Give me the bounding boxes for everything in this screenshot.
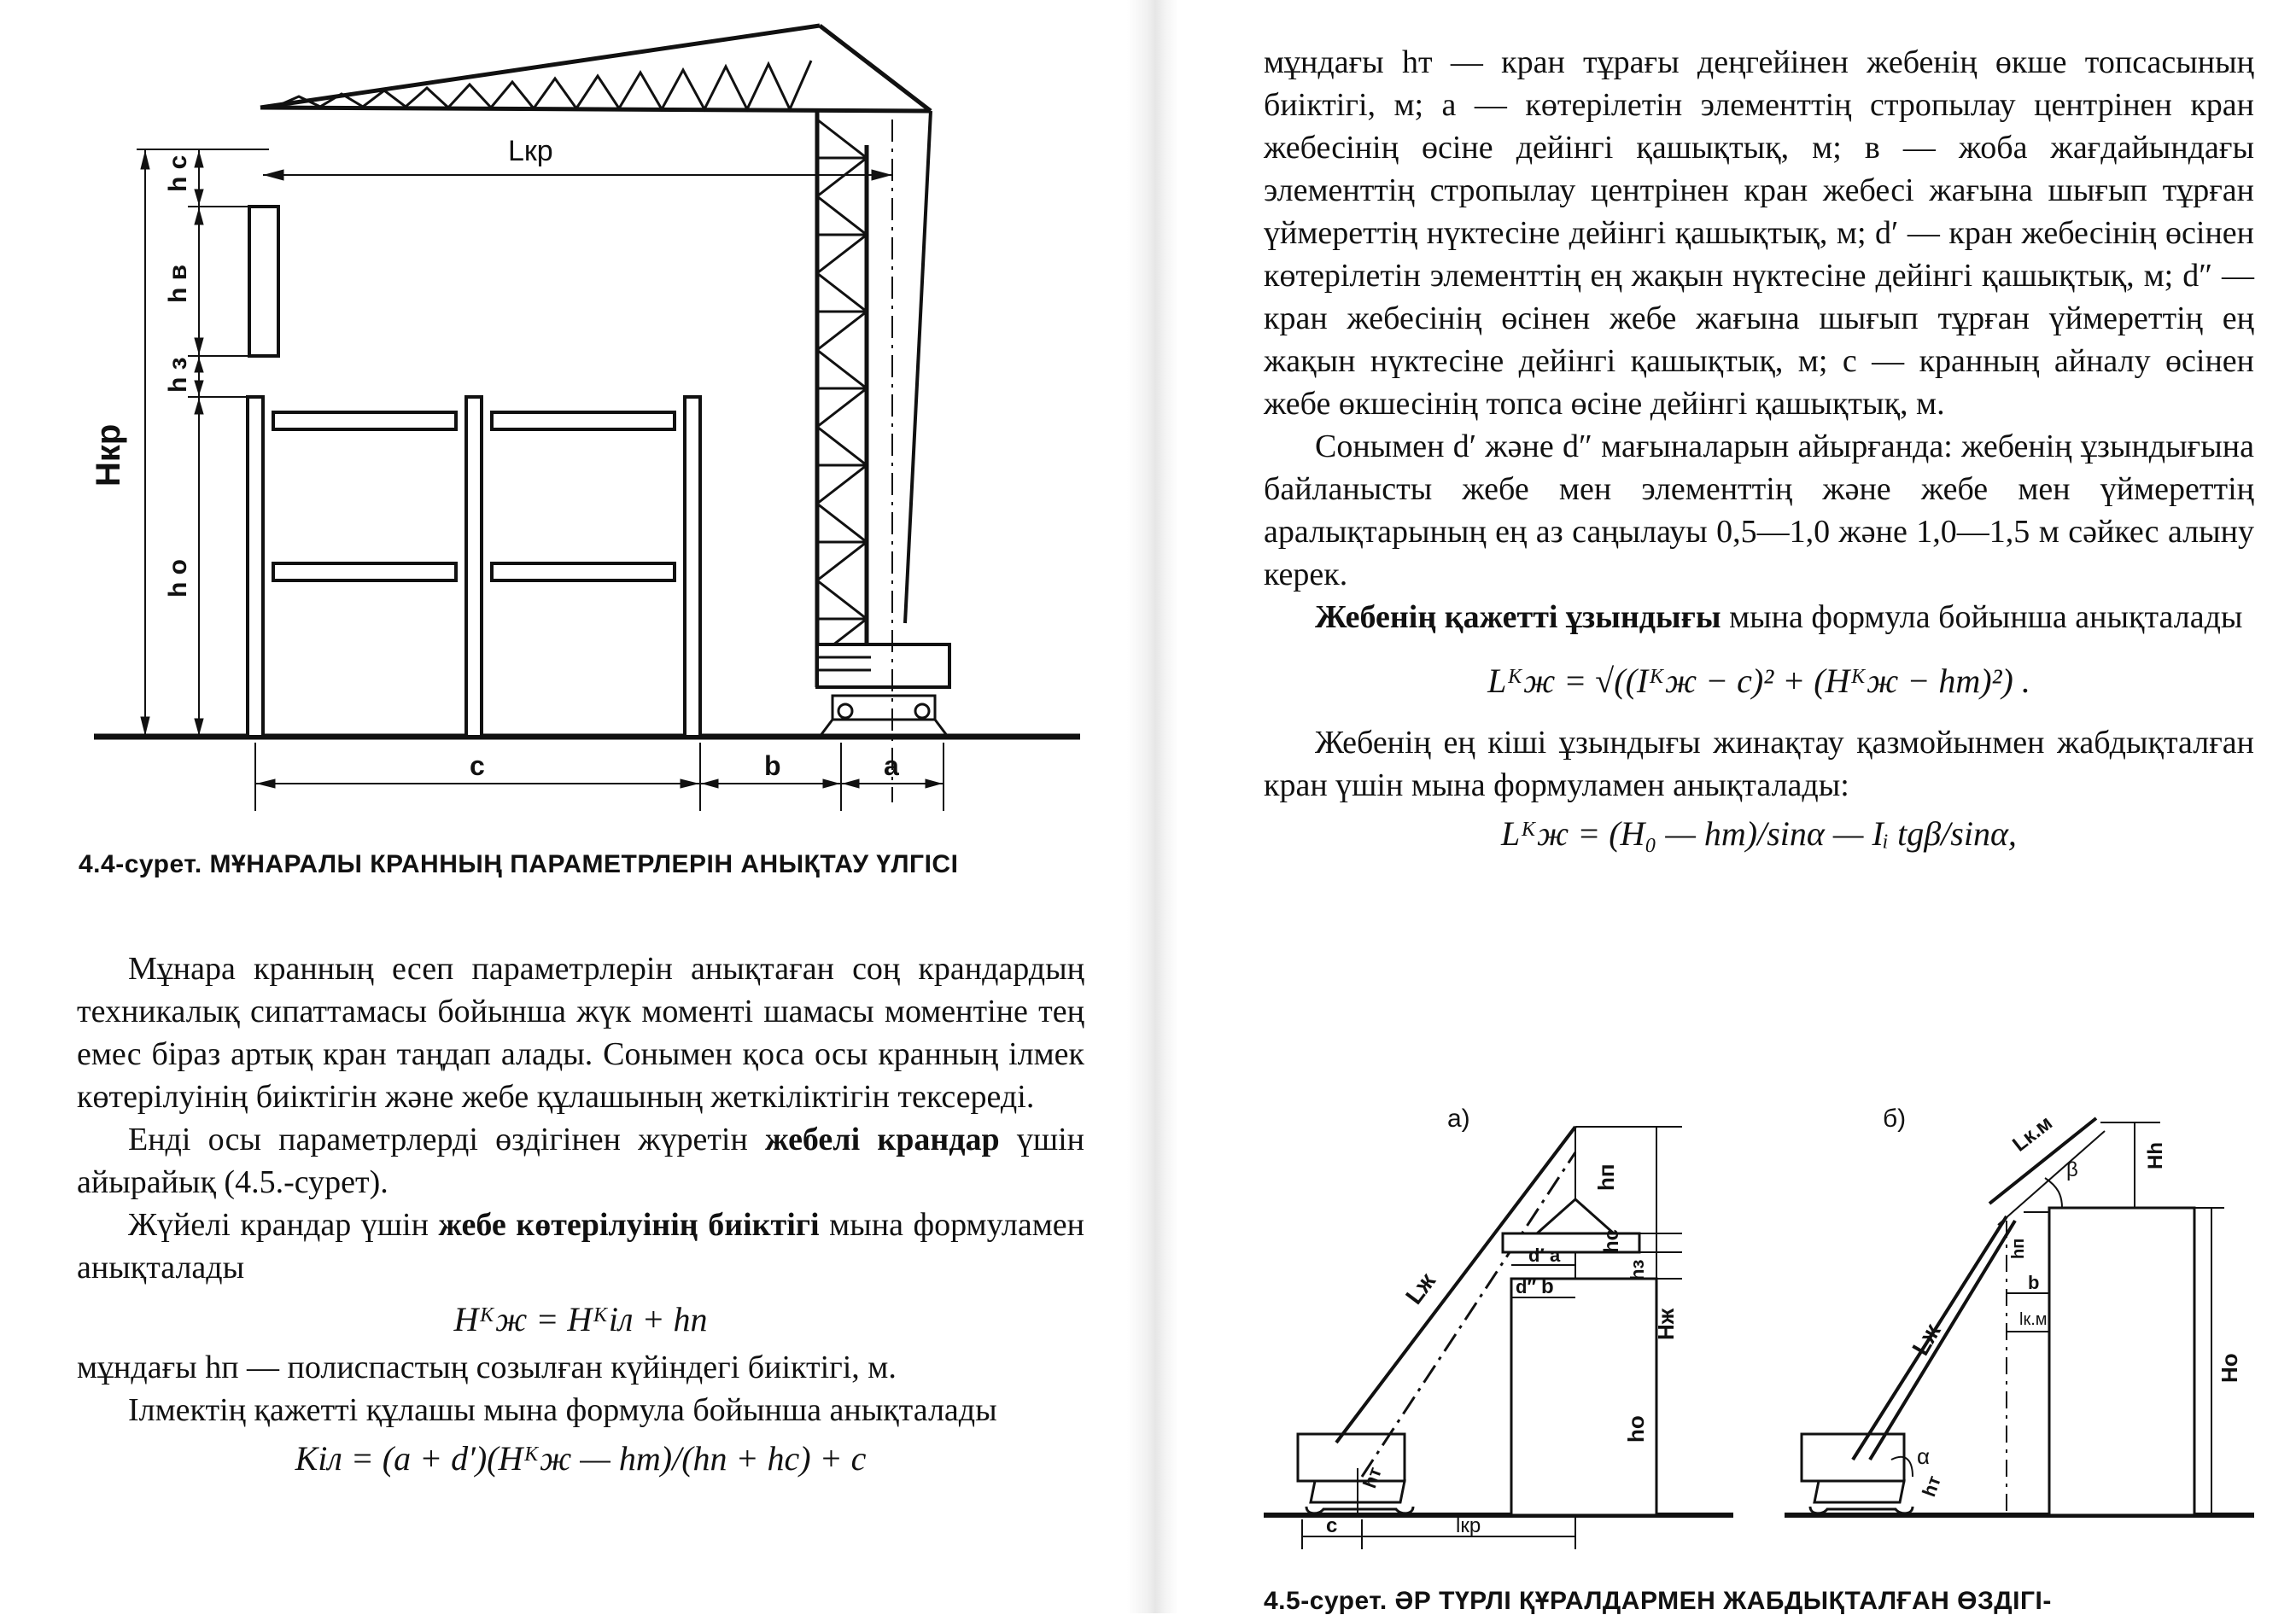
tower-crane-figure [51, 9, 1101, 811]
label-a-d2: d″ [1516, 1276, 1536, 1297]
label-b-h-t: hт [1918, 1472, 1945, 1500]
label-h-o: h o [164, 559, 192, 598]
paragraph: Жебенің ең кіші ұзындығы жинақтау қазмойынмен жабдықталған кран үшін мына формуламен анықталады: [1264, 725, 2254, 803]
label-b-L-zh: Lж [1907, 1319, 1946, 1360]
label-a-L-zh: Lж [1400, 1268, 1441, 1309]
label-h-z: h з [164, 357, 192, 393]
label-b-l-km: lк.м [2019, 1310, 2048, 1329]
label-b-beta: β [2066, 1158, 2078, 1181]
label-a: a [884, 750, 899, 781]
paragraph: Енді осы параметрлерді өздігінен жүретін жебелі крандар үшін айырайық (4.5.-сурет). [77, 1122, 1084, 1200]
label-a-a: a [1550, 1245, 1561, 1266]
label-a-d1: d′ [1528, 1245, 1545, 1266]
label-a-h-p: hп [1593, 1163, 1619, 1191]
label-b-H-o: Hо [2217, 1353, 2242, 1383]
left-page [0, 0, 1144, 1613]
label-a-c: c [1326, 1514, 1338, 1537]
paragraph: мұндағы hп — полиспастың созылған күйіндегі биіктігі, м. [77, 1350, 897, 1385]
caption-text: МҰНАРАЛЫ КРАННЫҢ ПАРАМЕТРЛЕРІН АНЫҚТАУ ҮЛГІСІ [209, 850, 959, 878]
label-h-c: h c [164, 155, 192, 192]
paragraph: Мұнара кранның есеп параметрлерін анықтаған соң крандардың техникалық сипаттамасы бойынша жүк моменті шамасы моментіне тең емес біраз артық кран таңдап алады. Сонымен қоса осы кранның ілмек көтерілуінің биіктігін және жебе құлашының жеткіліктігін тексереді. [77, 951, 1084, 1115]
formula-min-boom-length: Lᴷж = (H₀ — hт)/sinα — Iᵢ tgβ/sinα, [1501, 814, 2017, 853]
paragraph: Жүйелі крандар үшін жебе көтерілуінің биіктігі мына формуламен анықталады [77, 1207, 1084, 1286]
label-a-l-kr: lкр [1456, 1514, 1481, 1537]
label-a-H-zh: Hж [1653, 1308, 1679, 1340]
paragraph: Сонымен d′ және d″ мағыналарын айырғанда: жебенің ұзындығына байланысты жебе мен элементтің және жебе мен үймереттің аралықтарының ең аз саңылауы 0,5—1,0 және 1,0—1,5 м сәйкес алыну керек. [1264, 429, 2254, 592]
label-a-h-o: hо [1623, 1415, 1649, 1443]
formula-boom-length: Lᴷж = √((Iᴷж − c)² + (Hᴷж − hт)²) . [1487, 662, 2030, 700]
label-b-alpha: α [1917, 1443, 1931, 1469]
label-fig-a: а) [1447, 1105, 1470, 1133]
label-fig-b: б) [1883, 1105, 1907, 1133]
paragraph: Ілмектің қажетті құлашы мына формула бойынша анықталады [128, 1392, 997, 1428]
caption-number: 4.4-сурет. [79, 850, 202, 878]
paragraph: мұндағы hт — кран тұрағы деңгейінен жебенің өкше топсасының биіктігі, м; a — көтерілетін элементтің стропылау центрінен кран жебесінің өсіне дейінгі қашықтық, м; в — жоба жағдайындағы элементтің стропылау центрінен кран жебесі жағына шығып тұрған үймереттің нүктесіне дейінгі қашықтық, м; d′ — кран жебесінің өсінен көтерілетін элементтің ең жақын нүктесіне дейінгі қашықтық, м; d″ — кран жебесінің өсінен жебе жағына шығып тұрған үймереттің ең жақын нүктесіне дейінгі қашықтық, м; с — кранның айналу өсінен жебе өкшесінің топса өсіне дейінгі қашықтық, м. [1264, 44, 2254, 422]
formula-hook-height: Hᴷж = Hᴷіл + hп [453, 1300, 708, 1338]
figure-caption-4-5: 4.5-сурет. ӘР ТҮРЛІ ҚҰРАЛДАРМЕН ЖАБДЫҚТАЛҒАН ӨЗДІГІ- [1264, 1587, 2052, 1615]
paragraph: Жебенің қажетті ұзындығы мына формула бойынша анықталады [1315, 599, 2243, 635]
label-h-v: h в [164, 264, 192, 303]
label-a-h-c: hс [1600, 1228, 1623, 1253]
label-c: c [470, 750, 485, 781]
label-b-h-p: hп [2009, 1238, 2028, 1259]
label-b: b [764, 750, 781, 781]
label-a-b: b [1541, 1275, 1554, 1298]
label-b-b: b [2028, 1272, 2040, 1293]
formula-hook-reach: Кіл = (a + d′)(Hᴷж — hт)/(hп + hс) + c [295, 1439, 867, 1478]
label-b-H-h: Hһ [2144, 1142, 2167, 1169]
label-l-kr: Lкр [508, 135, 553, 167]
label-a-h-t: hт [1358, 1464, 1386, 1491]
left-body-text [77, 947, 1084, 1478]
label-b-L-km: Lк.м [2008, 1111, 2057, 1157]
label-a-h-z: hз [1627, 1259, 1648, 1280]
self-propelled-crane-figure [1255, 1084, 2263, 1583]
right-page [1161, 0, 2296, 1613]
right-body-text [1264, 41, 2254, 854]
figure-caption-4-4 [79, 849, 1086, 880]
label-h-kr: Hкр [90, 423, 127, 487]
